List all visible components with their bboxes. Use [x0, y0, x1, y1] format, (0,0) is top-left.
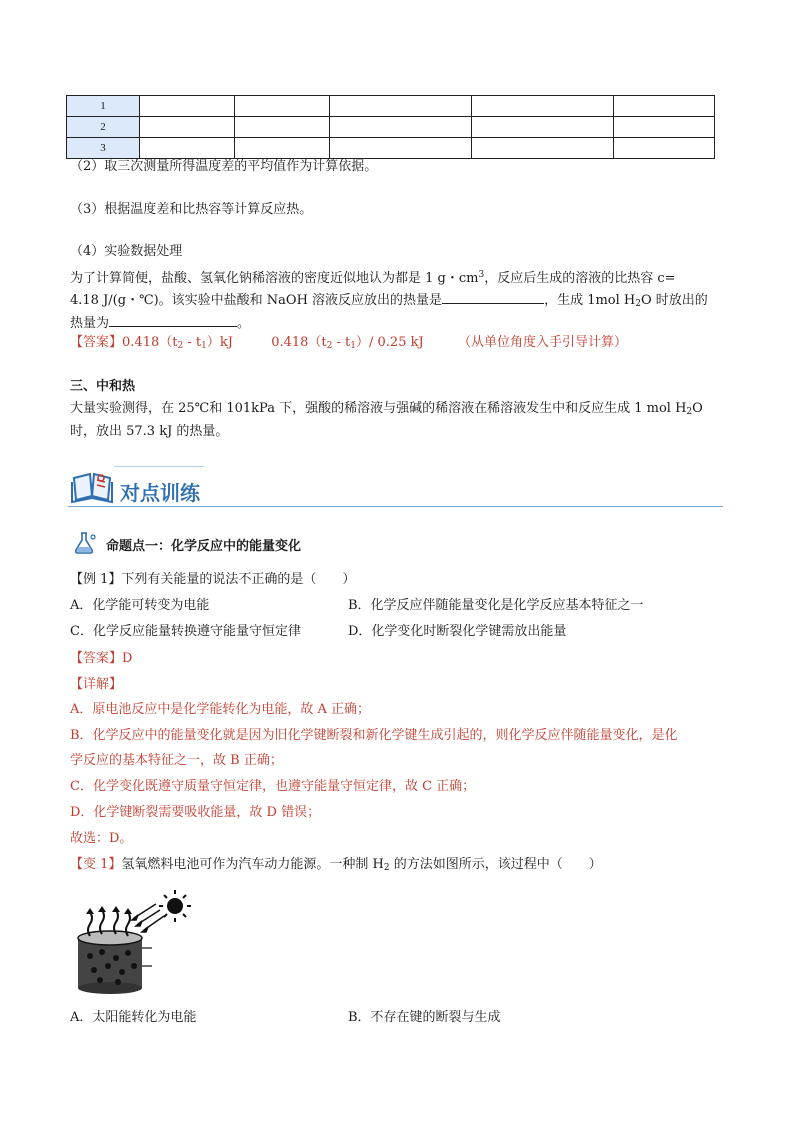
step-4: （4）实验数据处理 [70, 244, 183, 259]
option-d: D．化学变化时断裂化学键需放出能量 [348, 624, 567, 639]
option-c: C．化学反应能量转换遵守能量守恒定律 [70, 624, 301, 639]
answer-blank [442, 289, 544, 304]
variant-option-b: B．不存在键的断裂与生成 [348, 1010, 501, 1025]
data-processing-line-3: 热量为 。 [70, 312, 250, 333]
table-row [67, 117, 715, 138]
row-number: 1 [67, 96, 140, 117]
table-cell [472, 138, 614, 159]
table-cell [235, 117, 330, 138]
table-cell [614, 138, 715, 159]
example-answer: 【答案】D [70, 651, 133, 666]
section-text-line-2: 时，放出 57.3 kJ 的热量。 [70, 424, 229, 439]
option-a: A．化学能可转变为电能 [70, 598, 210, 613]
row-number: 3 [67, 138, 140, 159]
table-cell [330, 117, 472, 138]
option-b: B．化学反应伴随能量变化是化学反应基本特征之一 [348, 598, 644, 613]
detail-label: 【详解】 [70, 677, 123, 692]
detail-line: C．化学变化既遵守质量守恒定律，也遵守能量守恒定律，故 C 正确； [70, 779, 476, 794]
banner-title: 对点训练 [120, 481, 200, 505]
table-cell [140, 138, 235, 159]
table-cell [614, 96, 715, 117]
table-cell [330, 138, 472, 159]
detail-line: A．原电池反应中是化学能转化为电能，故 A 正确； [70, 702, 371, 717]
answer-blank [109, 312, 237, 327]
table-cell [235, 96, 330, 117]
banner-accent [114, 466, 204, 467]
step-2: （2）取三次测量所得温度差的平均值作为计算依据。 [70, 159, 378, 174]
data-processing-line-1: 为了计算简便，盐酸、氢氧化钠稀溶液的密度近似地认为都是 1 g・$cm^3$，反应后生成的溶液的比热容 c= [70, 270, 676, 286]
table-cell [472, 117, 614, 138]
banner-rule [68, 506, 723, 507]
topic-title: 命题点一：化学反应中的能量变化 [106, 539, 302, 554]
variant-question: 【变 1】氢氧燃料电池可作为汽车动力能源。一种制 $H_2$ 的方法如图所示，该过程中（ ） [70, 857, 602, 873]
table-row [67, 96, 715, 117]
row-number: 2 [67, 117, 140, 138]
book-icon [70, 470, 114, 504]
table-row [67, 138, 715, 159]
example-question: 【例 1】下列有关能量的说法不正确的是（ ） [70, 572, 356, 587]
table-cell [330, 96, 472, 117]
detail-line: B．化学反应中的能量变化就是因为旧化学键断裂和新化学键生成引起的，则化学反应伴随能量变化，是化 [70, 728, 678, 743]
table-cell [472, 96, 614, 117]
detail-line: D．化学键断裂需要吸收能量，故 D 错误； [70, 805, 321, 820]
table-cell [614, 117, 715, 138]
section-text-line-1: 大量实验测得，在 25℃和 101kPa 下，强酸的稀溶液与强碱的稀溶液在稀溶液发生中和反应生成 1 mol $H_2O$ [70, 401, 703, 417]
table-cell [140, 96, 235, 117]
data-table [66, 95, 715, 159]
variant-option-a: A．太阳能转化为电能 [70, 1010, 197, 1025]
flask-icon [72, 531, 98, 555]
section-title: 三、中和热 [70, 379, 136, 394]
data-processing-line-2: 4.18 J/(g・℃)。该实验中盐酸和 NaOH 溶液反应放出的热量是 ，生成 1mol $H_2O$ 时放出的 [70, 289, 708, 313]
table-cell [140, 117, 235, 138]
table-cell [235, 138, 330, 159]
detail-conclusion: 故选：D。 [70, 831, 133, 846]
sun-icon [159, 890, 191, 922]
step-3: （3）根据温度差和比热容等计算反应热。 [70, 202, 313, 217]
detail-line: 学反应的基本特征之一，故 B 正确； [70, 753, 283, 768]
hydrogen-production-figure [72, 886, 198, 994]
answer-line: 【答案】$0.418(t_2 - t_1)kJ$ $0.418(t_2 - t_1)/$ 0.25 kJ （从单位角度入手引导计算） [70, 335, 627, 351]
